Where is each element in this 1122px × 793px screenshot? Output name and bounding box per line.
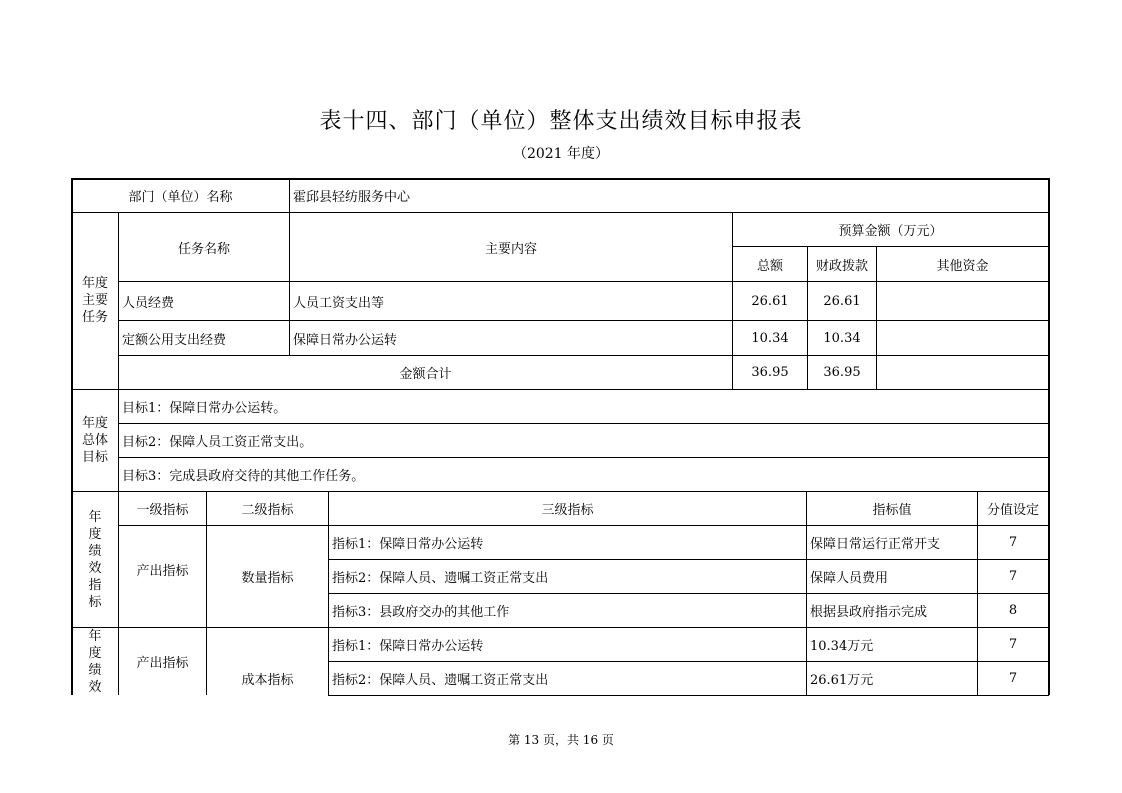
col-l3: 三级指标 bbox=[541, 503, 594, 518]
goal-3: 目标3：完成县政府交待的其他工作任务。 bbox=[122, 469, 365, 484]
g1-row-2-value: 保障人员费用 bbox=[810, 571, 889, 586]
task-row-1-other bbox=[877, 282, 1048, 320]
g1-row-1-value: 保障日常运行正常开支 bbox=[810, 537, 941, 552]
g1-row-3-value: 根据县政府指示完成 bbox=[810, 605, 928, 620]
sum-total: 36.95 bbox=[751, 365, 789, 380]
goal-1: 目标1：保障日常办公运转。 bbox=[122, 401, 287, 416]
goals-section-label: 年度总体目标 bbox=[81, 416, 108, 465]
g2-row-2-score: 7 bbox=[1008, 671, 1018, 686]
sum-label: 金额合计 bbox=[399, 367, 452, 382]
col-other: 其他资金 bbox=[936, 258, 989, 274]
col-content: 主要内容 bbox=[484, 241, 537, 257]
group1-l2: 数量指标 bbox=[241, 571, 294, 586]
col-value: 指标值 bbox=[872, 503, 912, 518]
g2-row-1-l3: 指标1：保障日常办公运转 bbox=[332, 639, 484, 654]
perf-section-label-cont: 年度绩效 bbox=[88, 629, 102, 695]
g1-row-1-score: 7 bbox=[1008, 535, 1018, 550]
goal-2: 目标2：保障人员工资正常支出。 bbox=[122, 435, 313, 450]
task-row-1-name: 人员经费 bbox=[122, 295, 175, 311]
group2-l2: 成本指标 bbox=[241, 673, 294, 688]
task-row-1-fiscal: 26.61 bbox=[823, 293, 861, 309]
task-row-1-content: 人员工资支出等 bbox=[293, 295, 385, 311]
tasks-section-label: 年度主要任务 bbox=[81, 276, 108, 325]
task-row-2-fiscal: 10.34 bbox=[823, 330, 861, 346]
task-row-1-total: 26.61 bbox=[751, 293, 789, 309]
g1-row-1-l3: 指标1：保障日常办公运转 bbox=[332, 537, 484, 552]
dept-label: 部门（单位）名称 bbox=[128, 190, 233, 205]
g1-row-3-l3: 指标3：县政府交办的其他工作 bbox=[332, 605, 510, 620]
page-subtitle: （2021 年度） bbox=[512, 146, 610, 162]
group1-l1: 产出指标 bbox=[136, 564, 189, 579]
sum-fiscal: 36.95 bbox=[823, 365, 861, 380]
g2-row-1-score: 7 bbox=[1008, 637, 1018, 652]
dept-value: 霍邱县轻纺服务中心 bbox=[293, 190, 411, 205]
col-total: 总额 bbox=[756, 258, 783, 274]
col-l2: 二级指标 bbox=[241, 503, 294, 518]
col-task-name: 任务名称 bbox=[177, 241, 230, 257]
col-budget: 预算金额（万元） bbox=[838, 224, 943, 239]
page-footer: 第 13 页，共 16 页 bbox=[508, 733, 614, 747]
task-row-2-total: 10.34 bbox=[751, 330, 789, 346]
task-row-2-other bbox=[877, 321, 1048, 355]
g1-row-3-score: 8 bbox=[1008, 603, 1018, 618]
page-title: 表十四、部门（单位）整体支出绩效目标申报表 bbox=[319, 109, 803, 134]
g2-row-2-value: 26.61万元 bbox=[810, 673, 874, 688]
group2-l1: 产出指标 bbox=[136, 656, 189, 671]
col-l1: 一级指标 bbox=[136, 503, 189, 518]
g1-row-2-l3: 指标2：保障人员、遗嘱工资正常支出 bbox=[332, 571, 549, 586]
perf-section-label: 年度绩效指标 bbox=[88, 509, 102, 610]
task-row-2-content: 保障日常办公运转 bbox=[293, 332, 398, 348]
col-score: 分值设定 bbox=[986, 503, 1039, 518]
g2-row-1-value: 10.34万元 bbox=[810, 639, 874, 654]
g2-row-2-l3: 指标2：保障人员、遗嘱工资正常支出 bbox=[332, 673, 549, 688]
task-row-2-name: 定额公用支出经费 bbox=[122, 332, 227, 348]
g1-row-2-score: 7 bbox=[1008, 569, 1018, 584]
col-fiscal: 财政拨款 bbox=[815, 258, 868, 274]
sum-other bbox=[877, 356, 1048, 389]
